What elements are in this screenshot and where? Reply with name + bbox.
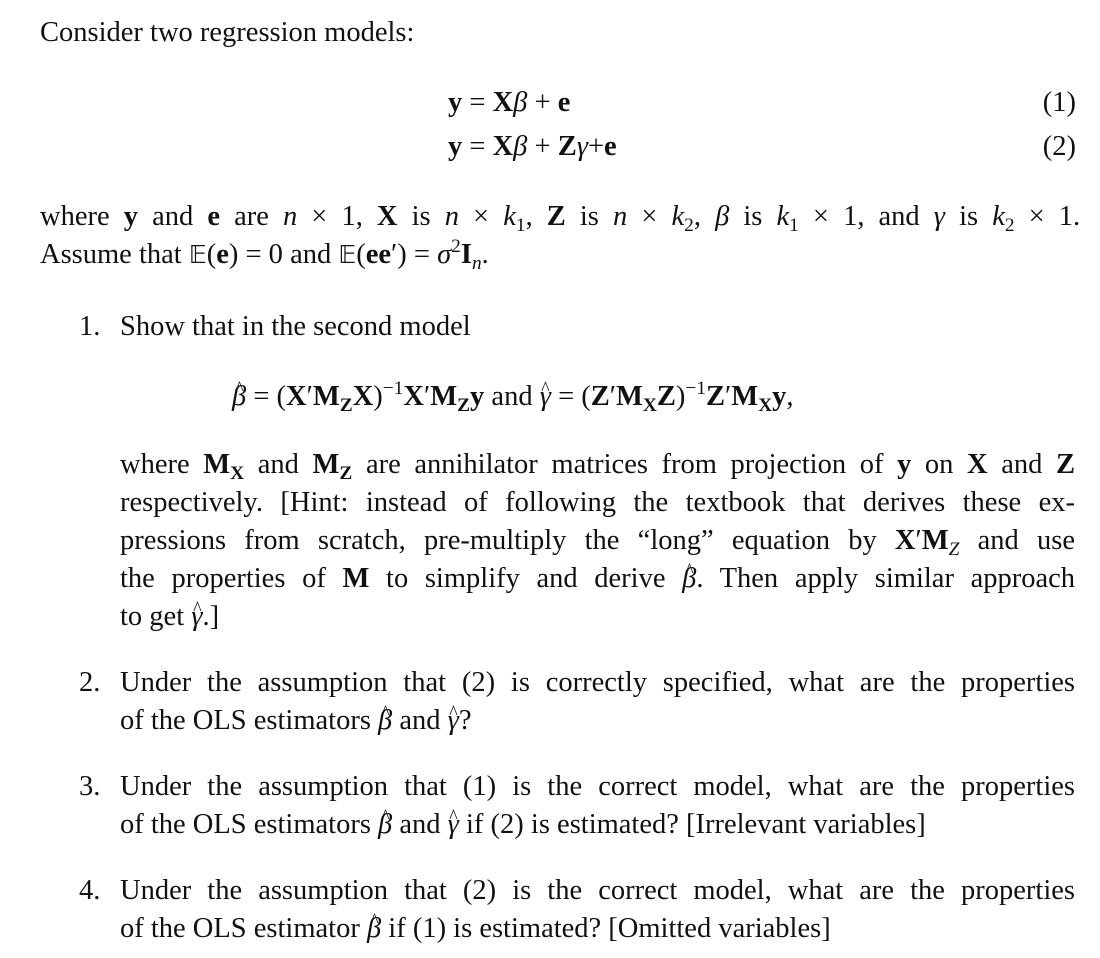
equation-model-1: y = Xβ + e xyxy=(448,87,571,118)
item-1-line-1: where $M_X$ and $M_Z$ are annihilator matrices from projection of y on X and Z xyxy=(120,449,1076,484)
equation-number-2: (2) xyxy=(1042,131,1076,162)
item-1-explanation xyxy=(120,446,1075,636)
equation-number-1: (1) xyxy=(1042,87,1076,118)
item-4-text: Under the assumption that (2) is the correct model, what are the properties of the OLS estimator ^ β if (1) is estimated? [Omitted variables] xyxy=(120,872,1075,948)
item-1-line-5: to get ^ γ.] xyxy=(120,598,1075,636)
assumption-line-2: Assume that 𝔼(e) = 0 and 𝔼(ee′) = $\sigma^2I_n$. xyxy=(40,236,489,274)
item-1-formula: ^ $\beta = (X'M_ZX)^{-1}X'M_Zy$ and ^ $\gamma = (Z'M_XZ)^{-1}Z'M_Xy$, xyxy=(232,378,794,416)
item-2-number: 2. xyxy=(79,667,101,698)
equation-model-2: y = Xβ + Zγ+e xyxy=(448,131,617,162)
intro-text: Consider two regression models: xyxy=(40,17,415,48)
item-3-text: Under the assumption that (1) is the correct model, what are the properties of the OLS estimators ^ β and ^ γ if (2) is estimated? [Irrelevant variables] xyxy=(120,768,1075,844)
item-3-number: 3. xyxy=(79,771,101,802)
item-1-text: Show that in the second model xyxy=(120,311,471,342)
item-1-line-2: respectively. [Hint: instead of following the textbook that derives these ex- xyxy=(120,487,1075,518)
item-1-line-3: pressions from scratch, pre-multiply the “long” equation by $X'M_Z$ and use xyxy=(120,525,1076,560)
item-1-line-4: the properties of M to simplify and derive ^ β. Then apply similar approach xyxy=(120,560,1075,598)
item-1-number: 1. xyxy=(79,311,101,342)
item-4-number: 4. xyxy=(79,875,101,906)
assumption-line-1: where y and e are n × 1, X is $n \times k_1$, Z is $n \times k_2$, β is $k_1 \times 1$, and γ is $k_2 \times 1$. xyxy=(40,201,1081,236)
item-2-text: Under the assumption that (2) is correctly specified, what are the properties of the OLS estimators ^ β and ^ γ? xyxy=(120,664,1075,740)
